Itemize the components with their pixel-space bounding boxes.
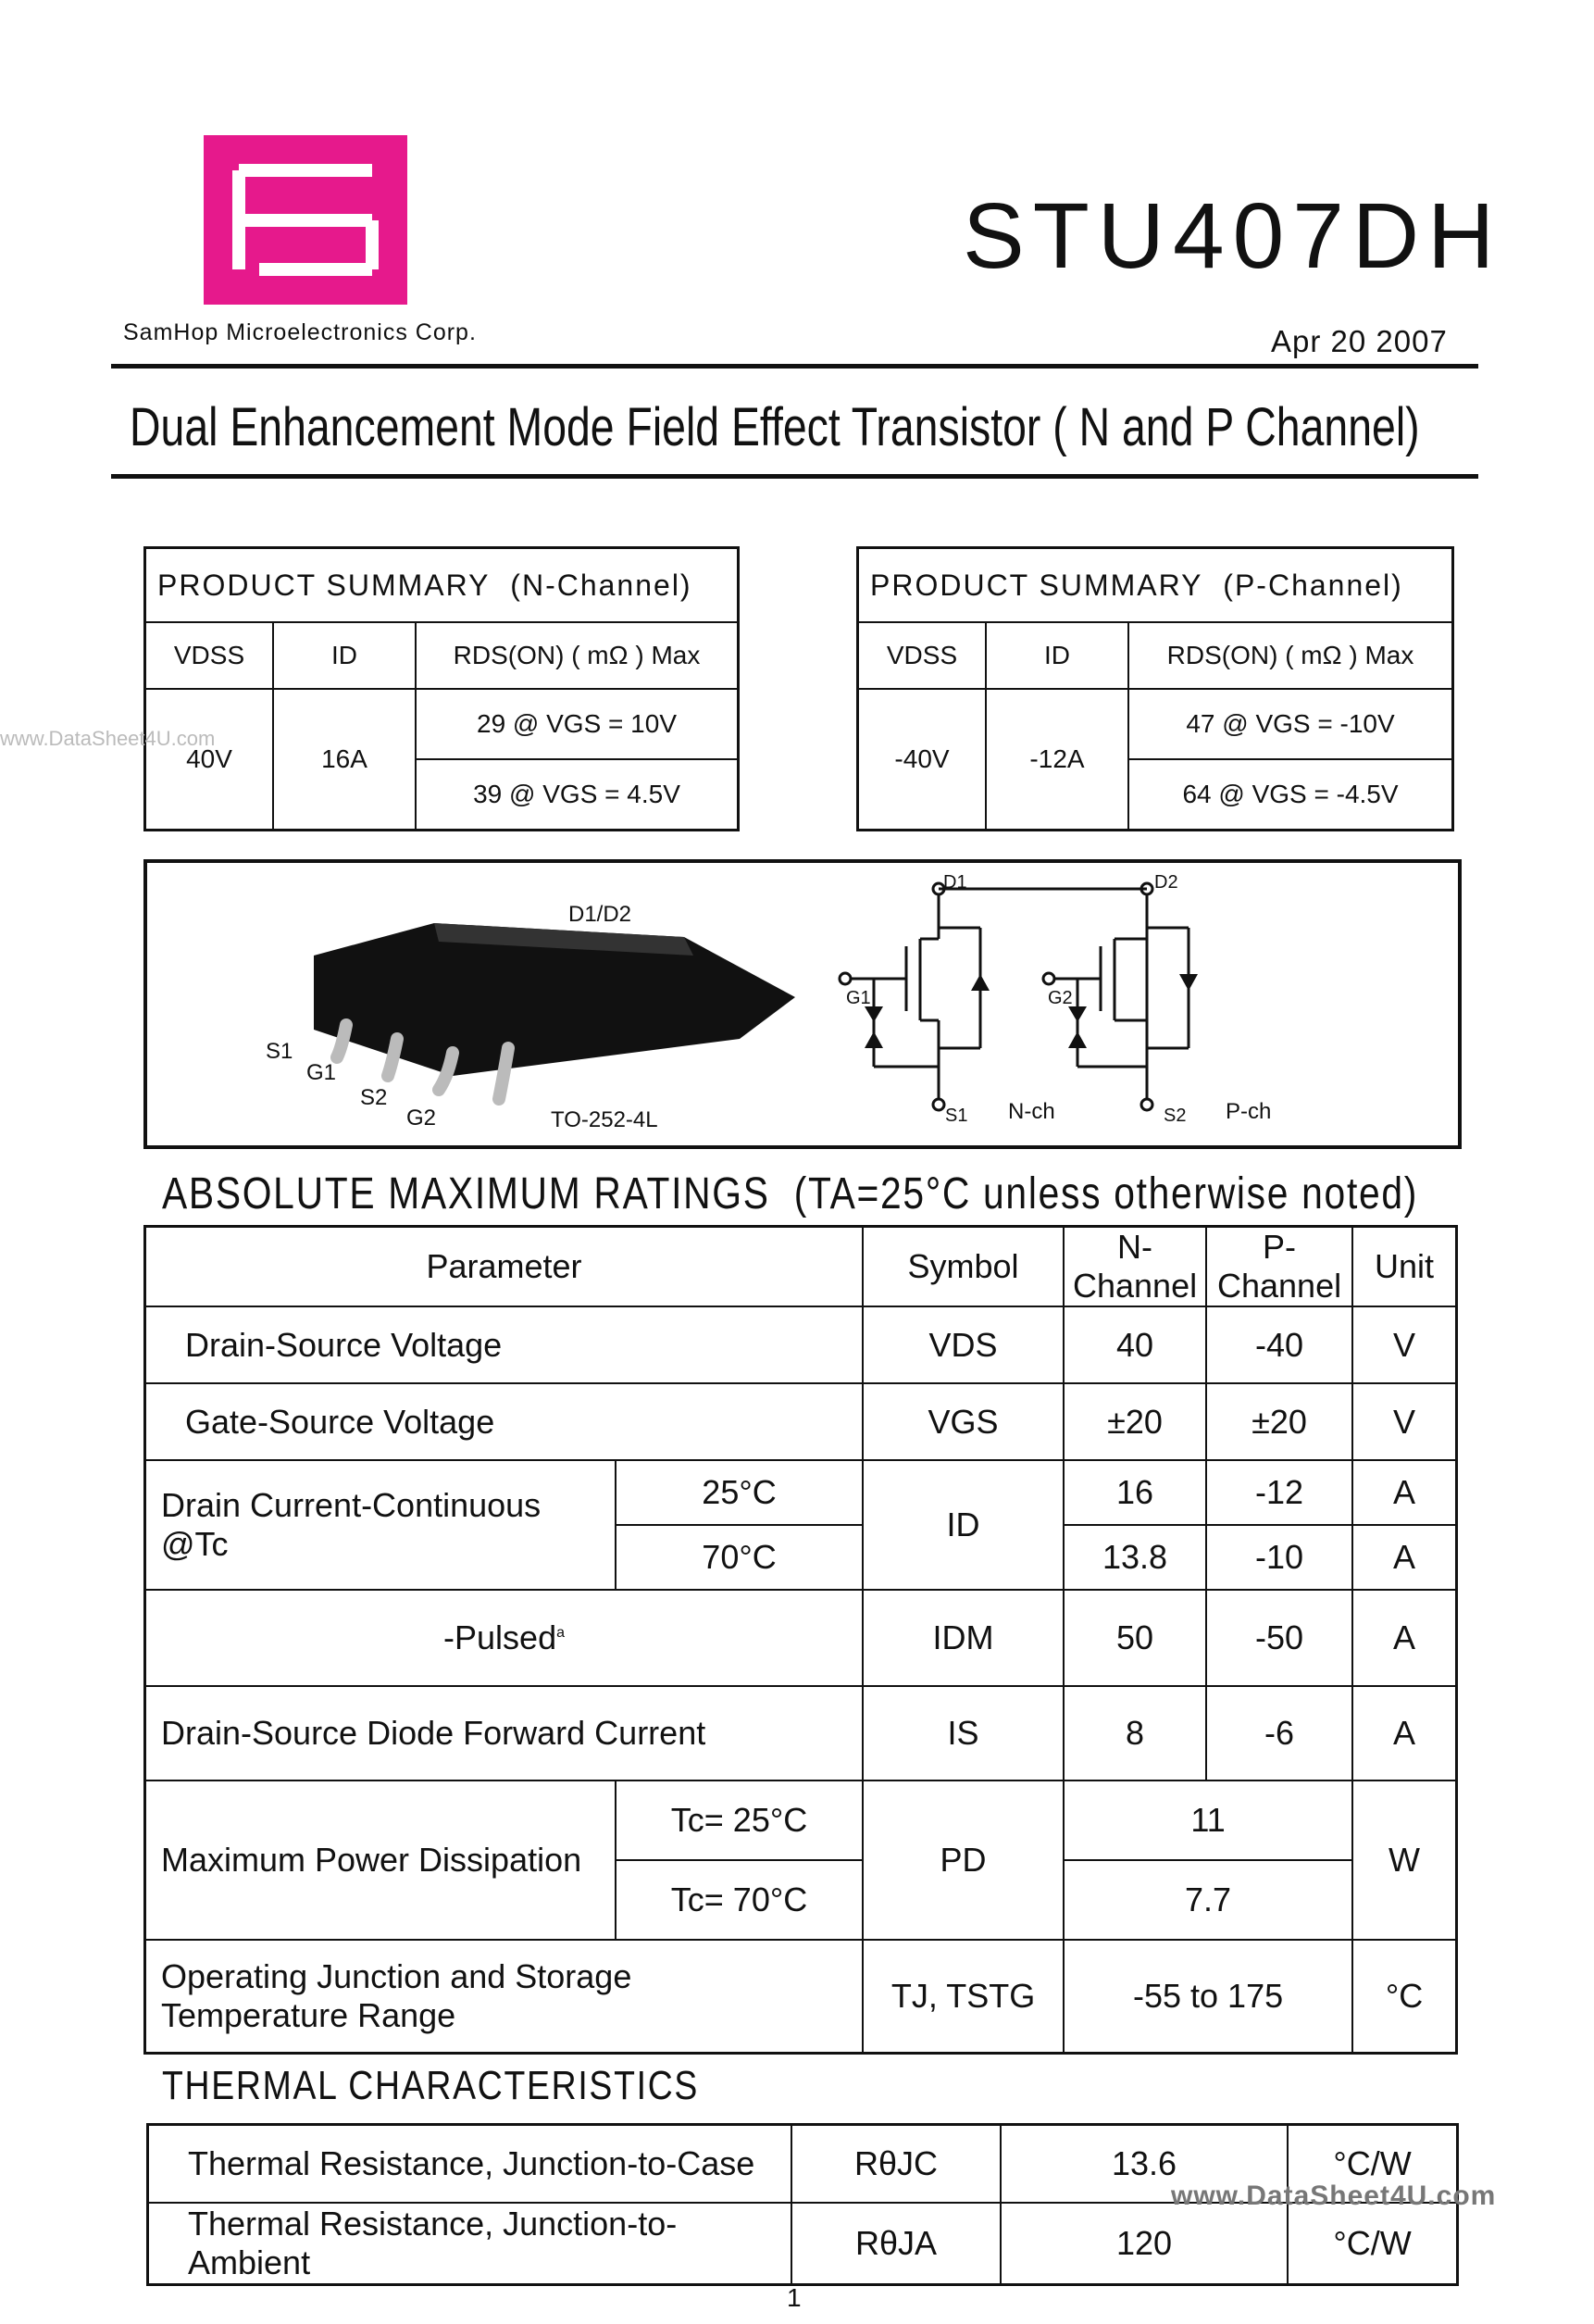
unit-cell: V <box>1352 1383 1456 1460</box>
symbol-cell: IDM <box>863 1590 1064 1686</box>
p-value-cell: -6 <box>1206 1686 1352 1780</box>
watermark-right: www.DataSheet4U.com <box>1171 2180 1497 2211</box>
id-value: -12A <box>986 689 1128 830</box>
samhop-logo <box>204 135 407 305</box>
sch-d1-label: D1 <box>943 872 967 893</box>
symbol-cell: VDS <box>863 1306 1064 1383</box>
condition-cell: Tc= 70°C <box>616 1860 863 1940</box>
param-cell <box>145 1940 864 2053</box>
unit-cell: W <box>1352 1780 1456 1940</box>
value-cell: 13.6 <box>1001 2125 1288 2203</box>
part-number: STU407DH <box>963 184 1503 288</box>
n-value-cell: 16 <box>1064 1460 1206 1525</box>
sch-s1-label: S1 <box>945 1106 968 1126</box>
col-rds: RDS(ON) ( mΩ ) Max <box>416 622 739 689</box>
table-row <box>145 1780 1457 1860</box>
abs-max-conditions: (TA=25°C unless otherwise noted) <box>793 1169 1419 1218</box>
table-row <box>145 1686 1457 1780</box>
symbol-cell: VGS <box>863 1383 1064 1460</box>
value-cell: -55 to 175 <box>1064 1940 1352 2053</box>
param-line-1: Operating Junction and Storage <box>161 1956 632 1995</box>
company-name: SamHop Microelectronics Corp. <box>123 319 477 345</box>
table-row <box>148 2203 1458 2285</box>
package-drawing <box>240 891 832 1141</box>
p-value-cell: -12 <box>1206 1460 1352 1525</box>
n-value-cell: 8 <box>1064 1686 1206 1780</box>
value-cell: 11 <box>1064 1780 1352 1860</box>
header-rule <box>111 364 1478 369</box>
vdss-value: -40V <box>858 689 987 830</box>
value-cell: 7.7 <box>1064 1860 1352 1940</box>
symbol-cell: ID <box>863 1460 1064 1590</box>
pkg-name: TO-252-4L <box>551 1107 658 1132</box>
p-value-cell: -40 <box>1206 1306 1352 1383</box>
n-value-cell: ±20 <box>1064 1383 1206 1460</box>
package-figure <box>143 859 1462 1149</box>
abs-max-table <box>143 1225 1458 2055</box>
p-value-cell: ±20 <box>1206 1383 1352 1460</box>
unit-cell: A <box>1352 1525 1456 1590</box>
unit-cell: °C/W <box>1288 2203 1458 2285</box>
col-id: ID <box>273 622 416 689</box>
param-cell: Drain-Source Diode Forward Current <box>145 1686 864 1780</box>
param-cell <box>145 1590 864 1686</box>
header-p-channel: P-Channel <box>1206 1227 1352 1307</box>
sch-pch-label: P-ch <box>1226 1099 1272 1124</box>
doc-date: Apr 20 2007 <box>1271 324 1448 358</box>
condition-cell: 25°C <box>616 1460 863 1525</box>
subtitle-rule <box>111 474 1478 479</box>
condition-cell: 70°C <box>616 1525 863 1590</box>
param-cell: Drain Current-Continuous @Tc <box>145 1460 616 1590</box>
sch-s2-label: S2 <box>1164 1106 1187 1126</box>
summary-n-title: PRODUCT SUMMARY <box>157 568 491 602</box>
header-n-channel: N-Channel <box>1064 1227 1206 1307</box>
summary-n-channel: (N-Channel) <box>510 568 692 602</box>
pkg-g2-label: G2 <box>406 1106 437 1131</box>
n-value-cell: 40 <box>1064 1306 1206 1383</box>
summary-p-title: PRODUCT SUMMARY <box>870 568 1203 602</box>
header-symbol: Symbol <box>863 1227 1064 1307</box>
table-row <box>145 1590 1457 1686</box>
summary-p-channel: (P-Channel) <box>1223 568 1403 602</box>
unit-cell: °C <box>1352 1940 1456 2053</box>
unit-cell: A <box>1352 1686 1456 1780</box>
table-row <box>145 1940 1457 2053</box>
thermal-title: THERMAL CHARACTERISTICS <box>162 2063 700 2108</box>
symbol-cell: IS <box>863 1686 1064 1780</box>
col-vdss: VDSS <box>858 622 987 689</box>
sch-g1-label: G1 <box>846 988 871 1008</box>
unit-cell: A <box>1352 1460 1456 1525</box>
table-row <box>145 1383 1457 1460</box>
rds-value-2: 39 @ VGS = 4.5V <box>416 759 739 830</box>
symbol-cell: RθJA <box>791 2203 1001 2285</box>
doc-subtitle: Dual Enhancement Mode Field Effect Transistor ( N and P Channel) <box>130 397 1420 457</box>
p-value-cell: -50 <box>1206 1590 1352 1686</box>
col-id: ID <box>986 622 1128 689</box>
rds-value-1: 47 @ VGS = -10V <box>1128 689 1453 759</box>
p-value-cell: -10 <box>1206 1525 1352 1590</box>
n-value-cell: 50 <box>1064 1590 1206 1686</box>
id-value: 16A <box>273 689 416 830</box>
table-row <box>145 1460 1457 1525</box>
col-rds: RDS(ON) ( mΩ ) Max <box>1128 622 1453 689</box>
param-text: -Pulsed <box>443 1618 557 1656</box>
sch-nch-label: N-ch <box>1008 1099 1055 1124</box>
pkg-d-label: D1/D2 <box>568 902 632 927</box>
symbol-cell: TJ, TSTG <box>863 1940 1064 2053</box>
vdss-value: 40V <box>145 689 274 830</box>
abs-max-title <box>162 1168 1418 1219</box>
watermark-left: www.DataSheet4U.com <box>0 727 216 750</box>
unit-cell: °C/W <box>1288 2125 1458 2203</box>
pkg-g1-label: G1 <box>306 1060 337 1085</box>
symbol-cell: PD <box>863 1780 1064 1940</box>
header-parameter: Parameter <box>145 1227 864 1307</box>
param-cell: Gate-Source Voltage <box>145 1383 864 1460</box>
param-cell: Drain-Source Voltage <box>145 1306 864 1383</box>
abs-max-title-text: ABSOLUTE MAXIMUM RATINGS <box>162 1169 770 1218</box>
page-number: 1 <box>787 2283 802 2312</box>
pkg-s2-label: S2 <box>360 1085 388 1110</box>
rds-value-2: 64 @ VGS = -4.5V <box>1128 759 1453 830</box>
col-vdss: VDSS <box>145 622 274 689</box>
n-value-cell: 13.8 <box>1064 1525 1206 1590</box>
sch-d2-label: D2 <box>1154 872 1178 893</box>
symbol-cell: RθJC <box>791 2125 1001 2203</box>
product-summary-p <box>856 546 1454 831</box>
param-cell: Maximum Power Dissipation <box>145 1780 616 1940</box>
pkg-s1-label: S1 <box>266 1039 293 1064</box>
table-row <box>145 1306 1457 1383</box>
header-unit: Unit <box>1352 1227 1456 1307</box>
value-cell: 120 <box>1001 2203 1288 2285</box>
unit-cell: A <box>1352 1590 1456 1686</box>
param-cell: Thermal Resistance, Junction-to-Case <box>148 2125 792 2203</box>
sch-g2-label: G2 <box>1048 988 1073 1008</box>
product-summary-n <box>143 546 740 831</box>
param-line-2: Temperature Range <box>161 1995 456 2034</box>
circuit-schematic <box>832 872 1239 1122</box>
unit-cell: V <box>1352 1306 1456 1383</box>
rds-value-1: 29 @ VGS = 10V <box>416 689 739 759</box>
param-cell: Thermal Resistance, Junction-to-Ambient <box>148 2203 792 2285</box>
condition-cell: Tc= 25°C <box>616 1780 863 1860</box>
footnote-mark: a <box>556 1625 565 1641</box>
